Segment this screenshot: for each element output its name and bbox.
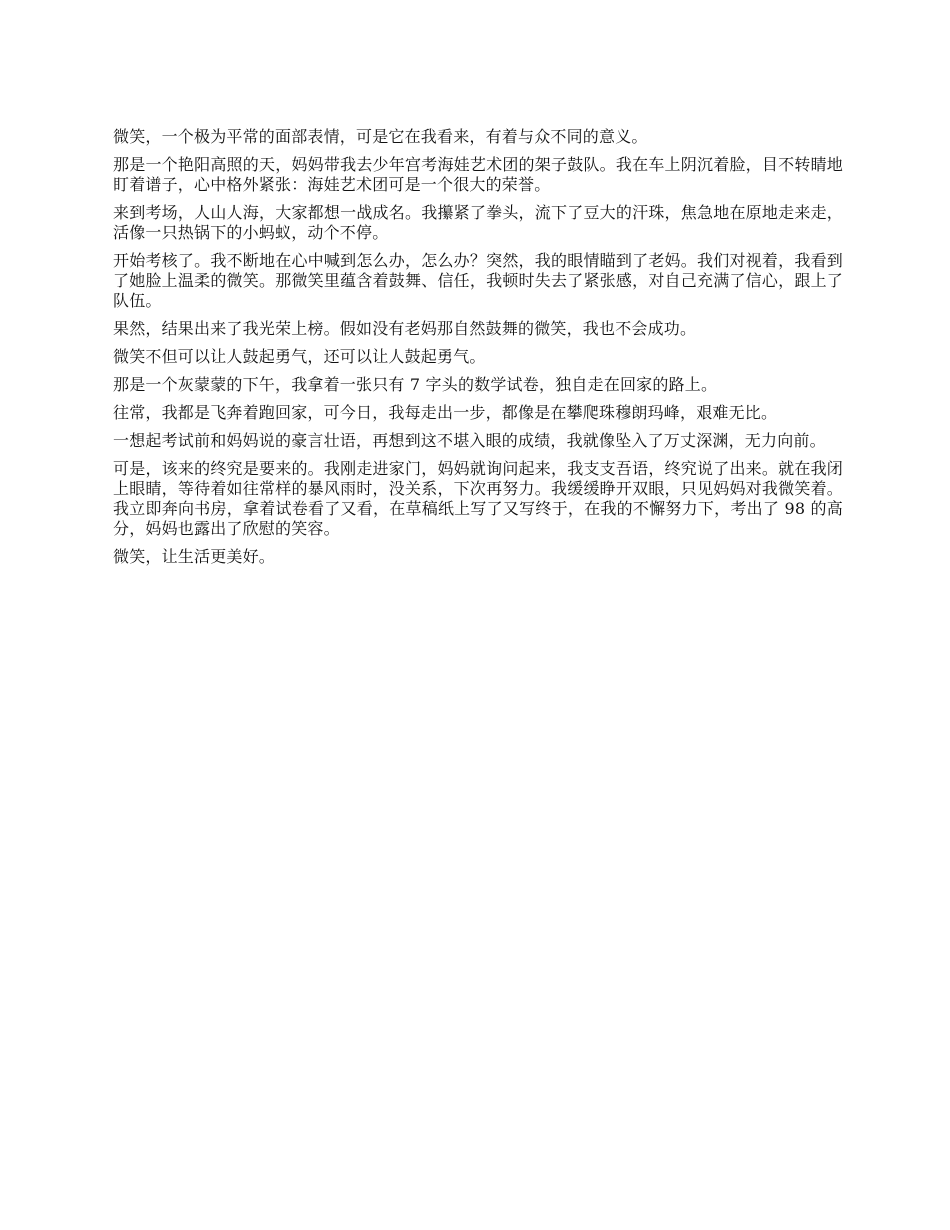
paragraph: 一想起考试前和妈妈说的豪言壮语，再想到这不堪入眼的成绩，我就像坠入了万丈深渊，无力向前。 <box>113 431 826 450</box>
paragraph: 那是一个艳阳高照的天，妈妈带我去少年宫考海娃艺术团的架子鼓队。我在车上阴沉着脸，目不转睛地盯着谱子，心中格外紧张：海娃艺术团可是一个很大的荣誉。 <box>113 155 843 194</box>
paragraph: 开始考核了。我不断地在心中喊到怎么办，怎么办？突然，我的眼情瞄到了老妈。我们对视着，我看到了她脸上温柔的微笑。那微笑里蕴含着鼓舞、信任，我顿时失去了紧张感，对自己充满了信心，跟上了队伍。 <box>113 251 843 310</box>
paragraph: 果然，结果出来了我光荣上榜。假如没有老妈那自然鼓舞的微笑，我也不会成功。 <box>113 319 697 338</box>
paragraph: 微笑不但可以让人鼓起勇气，还可以让人鼓起勇气。 <box>113 347 486 366</box>
paragraph: 来到考场，人山人海，大家都想一战成名。我攥紧了拳头，流下了豆大的汗珠，焦急地在原地走来走，活像一只热锅下的小蚂蚁，动个不停。 <box>113 203 843 242</box>
paragraph: 那是一个灰蒙蒙的下午，我拿着一张只有 7 字头的数学试卷，独自走在回家的路上。 <box>113 375 718 394</box>
paragraph: 微笑，让生活更美好。 <box>113 547 276 566</box>
paragraph: 往常，我都是飞奔着跑回家，可今日，我每走出一步，都像是在攀爬珠穆朗玛峰，艰难无比。 <box>113 403 778 422</box>
paragraph: 可是，该来的终究是要来的。我刚走进家门，妈妈就询问起来，我支支吾语，终究说了出来。就在我闭上眼睛，等待着如往常样的暴风雨时，没关系，下次再努力。我缓缓睁开双眼，只见妈妈对我微笑着。我立即奔向书房，拿着试卷看了又看，在草稿纸上写了又写终于，在我的不懈努力下，考出了 98 的高分，妈妈也露出了欣慰的笑容。 <box>113 459 843 538</box>
paragraph: 微笑，一个极为平常的面部表情，可是它在我看来，有着与众不同的意义。 <box>113 127 648 146</box>
document-body <box>113 127 843 575</box>
